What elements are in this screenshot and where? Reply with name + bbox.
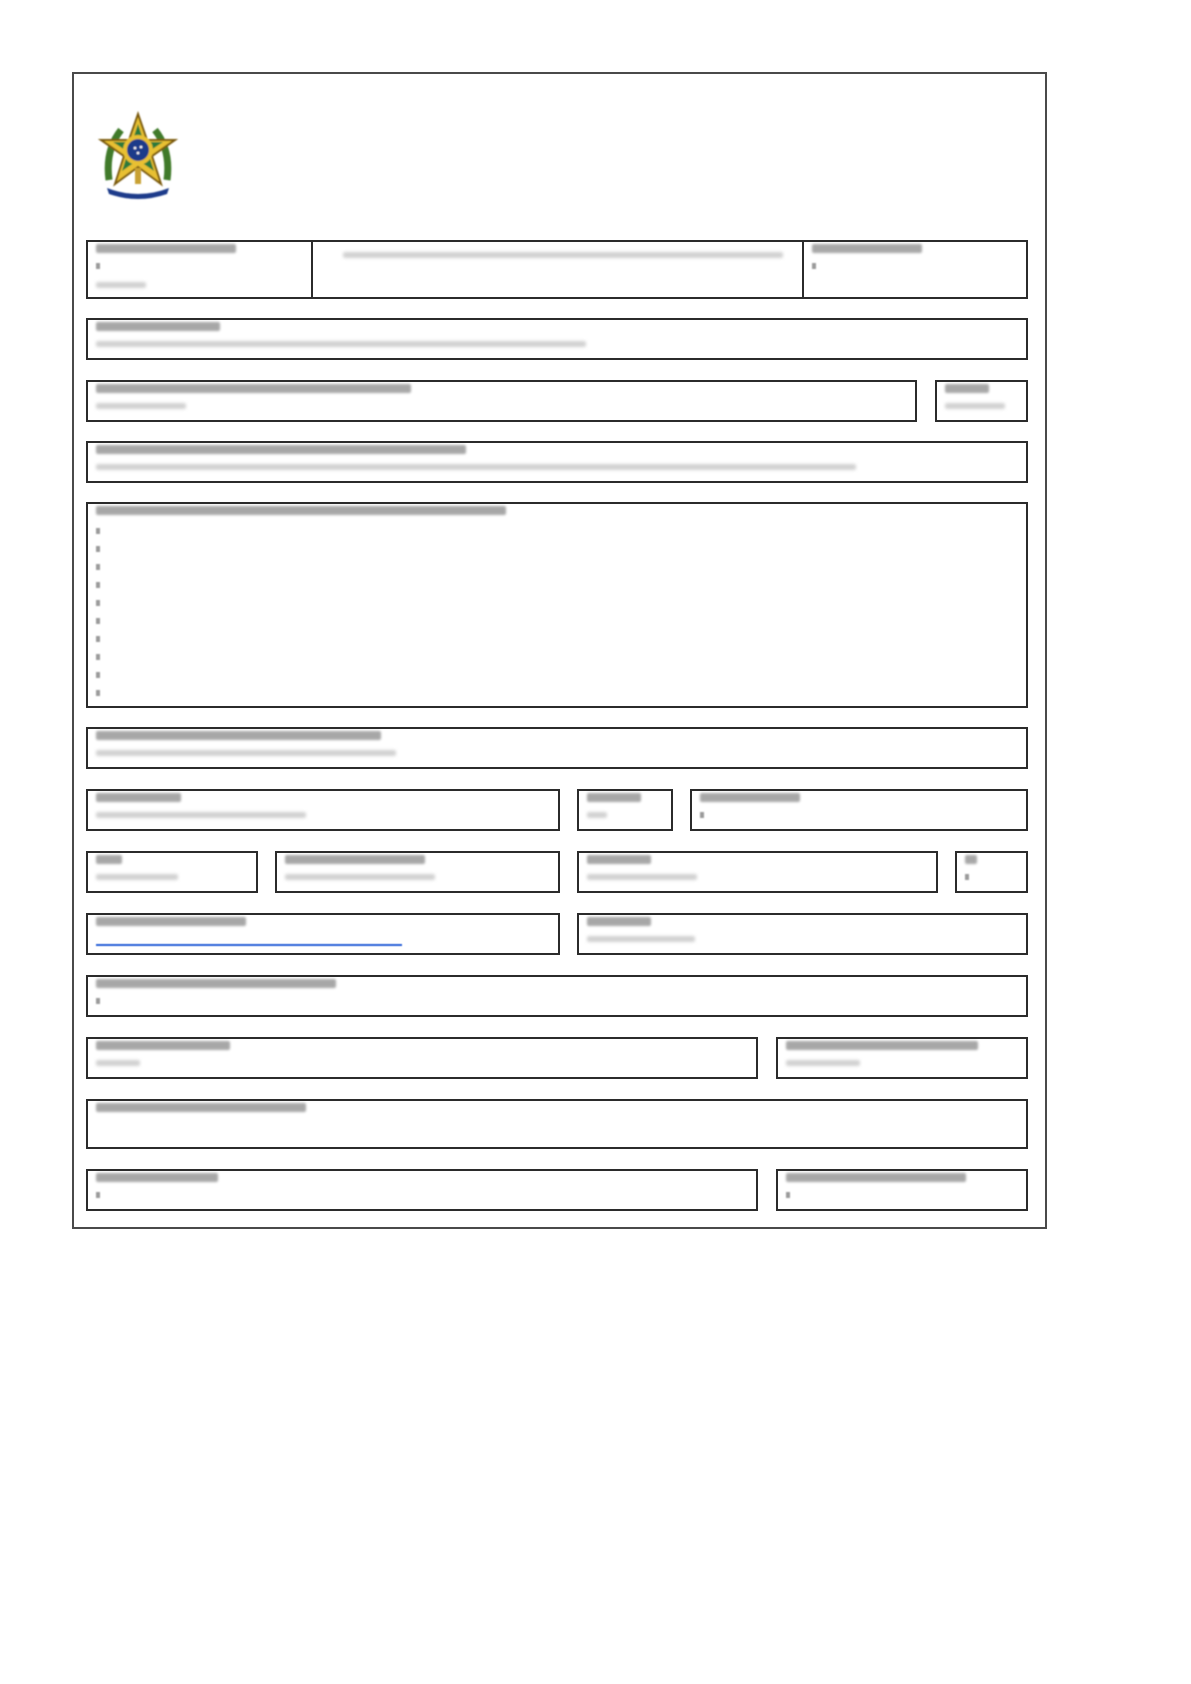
field-box-22 [86, 1099, 1028, 1149]
field-box-3 [802, 240, 1028, 299]
field-box-13 [86, 851, 258, 893]
field-box-23 [86, 1169, 758, 1211]
field-box-4 [86, 318, 1028, 360]
field-box-20 [86, 1037, 758, 1079]
field-box-10 [86, 789, 560, 831]
field-box-6 [935, 380, 1028, 422]
brazil-coat-of-arms-icon [97, 110, 179, 202]
field-box-18 [577, 913, 1028, 955]
field-box-16 [955, 851, 1028, 893]
field-box-24 [776, 1169, 1028, 1211]
field-box-12 [690, 789, 1028, 831]
field-box-15 [577, 851, 938, 893]
field-box-1 [86, 240, 313, 299]
field-box-17 [86, 913, 560, 955]
field-box-21 [776, 1037, 1028, 1079]
field-box-19 [86, 975, 1028, 1017]
field-box-2 [311, 240, 804, 299]
field-box-11 [577, 789, 673, 831]
field-box-9 [86, 727, 1028, 769]
field-box-7 [86, 441, 1028, 483]
field-box-8 [86, 502, 1028, 708]
email-link-underline [96, 944, 402, 946]
field-box-14 [275, 851, 560, 893]
field-box-5 [86, 380, 917, 422]
